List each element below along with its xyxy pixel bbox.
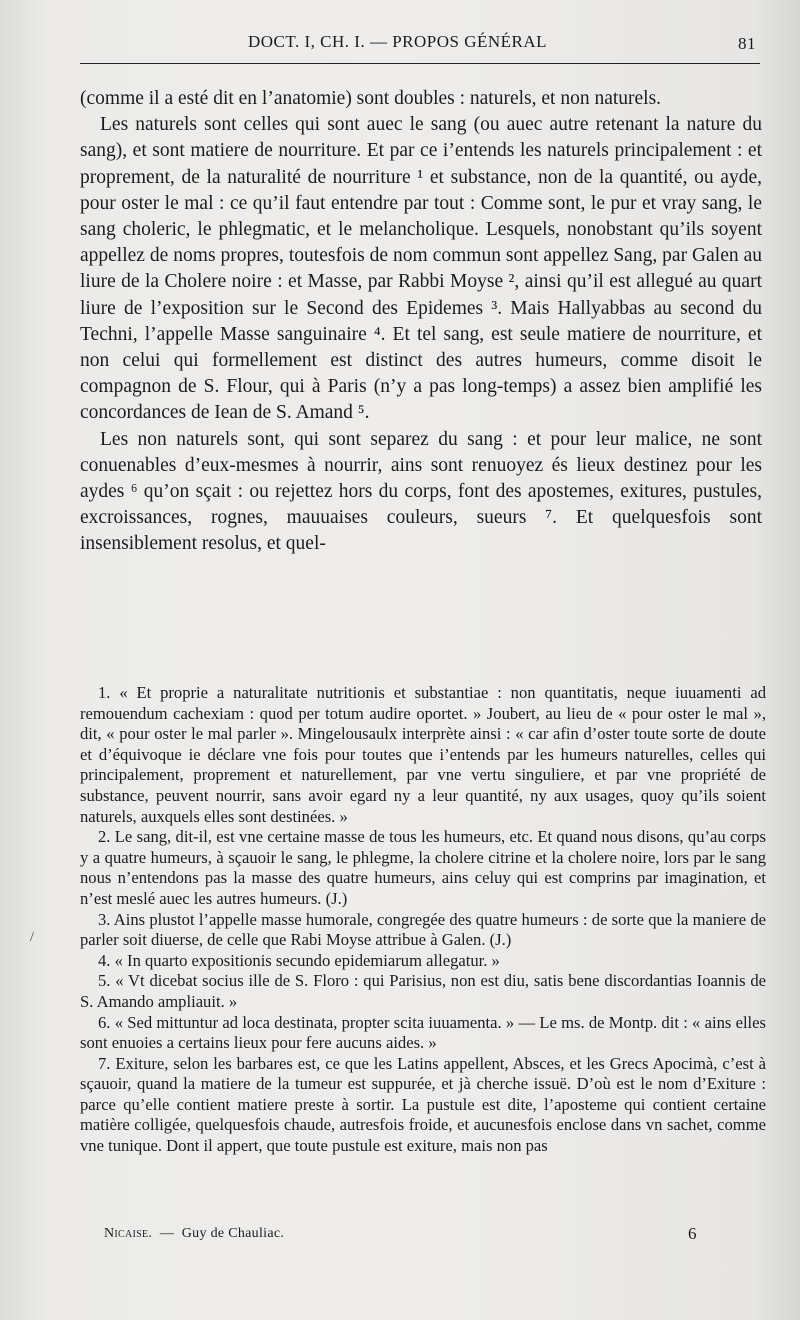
header-rule — [80, 63, 760, 64]
footnote: 6. « Sed mittuntur ad loca destinata, propter scita iuuamenta. » — Le ms. de Montp. dit : « ains elles sont enuoies a certains lieux pour fere aucuns aides. » — [80, 1012, 766, 1053]
main-text — [80, 86, 762, 558]
footnotes — [80, 683, 766, 1157]
footnote: 7. Exiture, selon les barbares est, ce que les Latins appellent, Absces, et les Grecs Apocimà, c’est à sçauoir, quand la matiere de la tumeur est suppurée, et jà cherche issuë. D’où est le nom d’Exiture : parce qu’elle contient matiere preste à sortir. La pustule est dite, l’aposteme qui contient certaine matière colligée, quelquesfois chaude, autresfois froide, et aucunesfois enclose dans vn sachet, comme vne tunique. Dont il appert, que toute pustule est exiture, mais non pas — [80, 1053, 766, 1156]
footnote: 3. Ains plustot l’appelle masse humorale, congregée des quatre humeurs : de sorte que la maniere de parler soit diuerse, de celle que Rabi Moyse attribue à Galen. (J.) — [80, 909, 766, 950]
running-header — [80, 30, 760, 56]
footnote: 1. « Et proprie a naturalitate nutritionis et substantiae : non quantitatis, neque iuuamenti ad remouendum cachexiam : quod per totum audire oportet. » Joubert, au lieu de « pour oster le mal », dit, « pour oster le mal parler ». Mingelousaulx interprète ainsi : « car afin d’oster toute sorte de doute et d’équivoque ie déclare vne fois pour toutes que i’entends par les humeurs naturelles, celles qui principalement, proprement et naturellement, par vne vertu singuliere, et par vne propriété de substance, peuvent nourrir, sans avoir egard ny a leur quantité, ny aux usages, quoy qu’ils soient naturels, auxquels elles sont destinées. » — [80, 683, 766, 826]
footer-title: Guy de Chauliac. — [181, 1226, 285, 1241]
footer-author: Nicaise. — [104, 1226, 153, 1241]
paragraph: Les non naturels sont, qui sont separez du sang : et pour leur malice, ne sont conuenables d’eux-mesmes à nourrir, ains sont renuoyez és lieux destinez pour les aydes ⁶ qu’on sçait : ou rejettez hors du corps, font des apostemes, exitures, pustules, excroissances, rognes, mauuaises couleurs, sueurs ⁷. Et quelquesfois sont insensiblement resolus, et quel- — [80, 428, 762, 555]
signature-number: 6 — [688, 1224, 697, 1243]
page-number: 81 — [738, 34, 756, 53]
footnote: 5. « Vt dicebat socius ille de S. Floro : qui Parisius, non est diu, satis bene discordantias Ioannis de S. Amando ampliauit. » — [80, 971, 766, 1011]
paragraph: (comme il a esté dit en l’anatomie) sont doubles : naturels, et non naturels. — [80, 88, 662, 109]
footnote: 2. Le sang, dit-il, est vne certaine masse de tous les humeurs, etc. Et quand nous disons, qu’au corps y a quatre humeurs, à sçauoir le sang, le phlegme, la cholere citrine et la cholere noire, lors par le sang nous n’entendons pas la masse des quatre humeurs, ains celuy qui est comprins par imagination, et n’est meslé auec les autres humeurs. (J.) — [80, 827, 766, 908]
paragraph: Les naturels sont celles qui sont auec le sang (ou auec autre retenant la nature du sang), et sont matiere de nourriture. Et par ce i’entends les naturels principalement : et proprement, de la naturalité de nourriture ¹ et substance, non de la quantité, ou ayde, pour oster le mal : ce qu’il faut entendre par tout : Comme sont, le pur et vray sang, le sang choleric, le phlegmatic, et le melancholique. Lesquels, nonobstant qu’ils soyent appellez de noms propres, toutesfois de nom commun sont appellez Sang, par Galen au liure de la Cholere noire : et Masse, par Rabbi Moyse ², ainsi qu’il est allegué au quart liure de l’exposition sur le Second des Epidemes ³. Mais Hallyabbas au second du Techni, l’appelle Masse sanguinaire ⁴. Et tel sang, est seule matiere de nourriture, et non celui qui formellement est distinct des autres humeurs, comme disoit le compagnon de S. Flour, qui à Paris (n’y a pas long-temps) a assez bien amplifié les concordances de Iean de S. Amand ⁵. — [80, 114, 762, 424]
margin-mark: / — [30, 930, 34, 945]
running-title: DOCT. I, CH. I. — PROPOS GÉNÉRAL — [248, 32, 548, 51]
signature-text — [104, 1226, 284, 1242]
footer-separator: — — [159, 1226, 175, 1241]
footnote: 4. « In quarto expositionis secundo epidemiarum allegatur. » — [98, 950, 500, 970]
